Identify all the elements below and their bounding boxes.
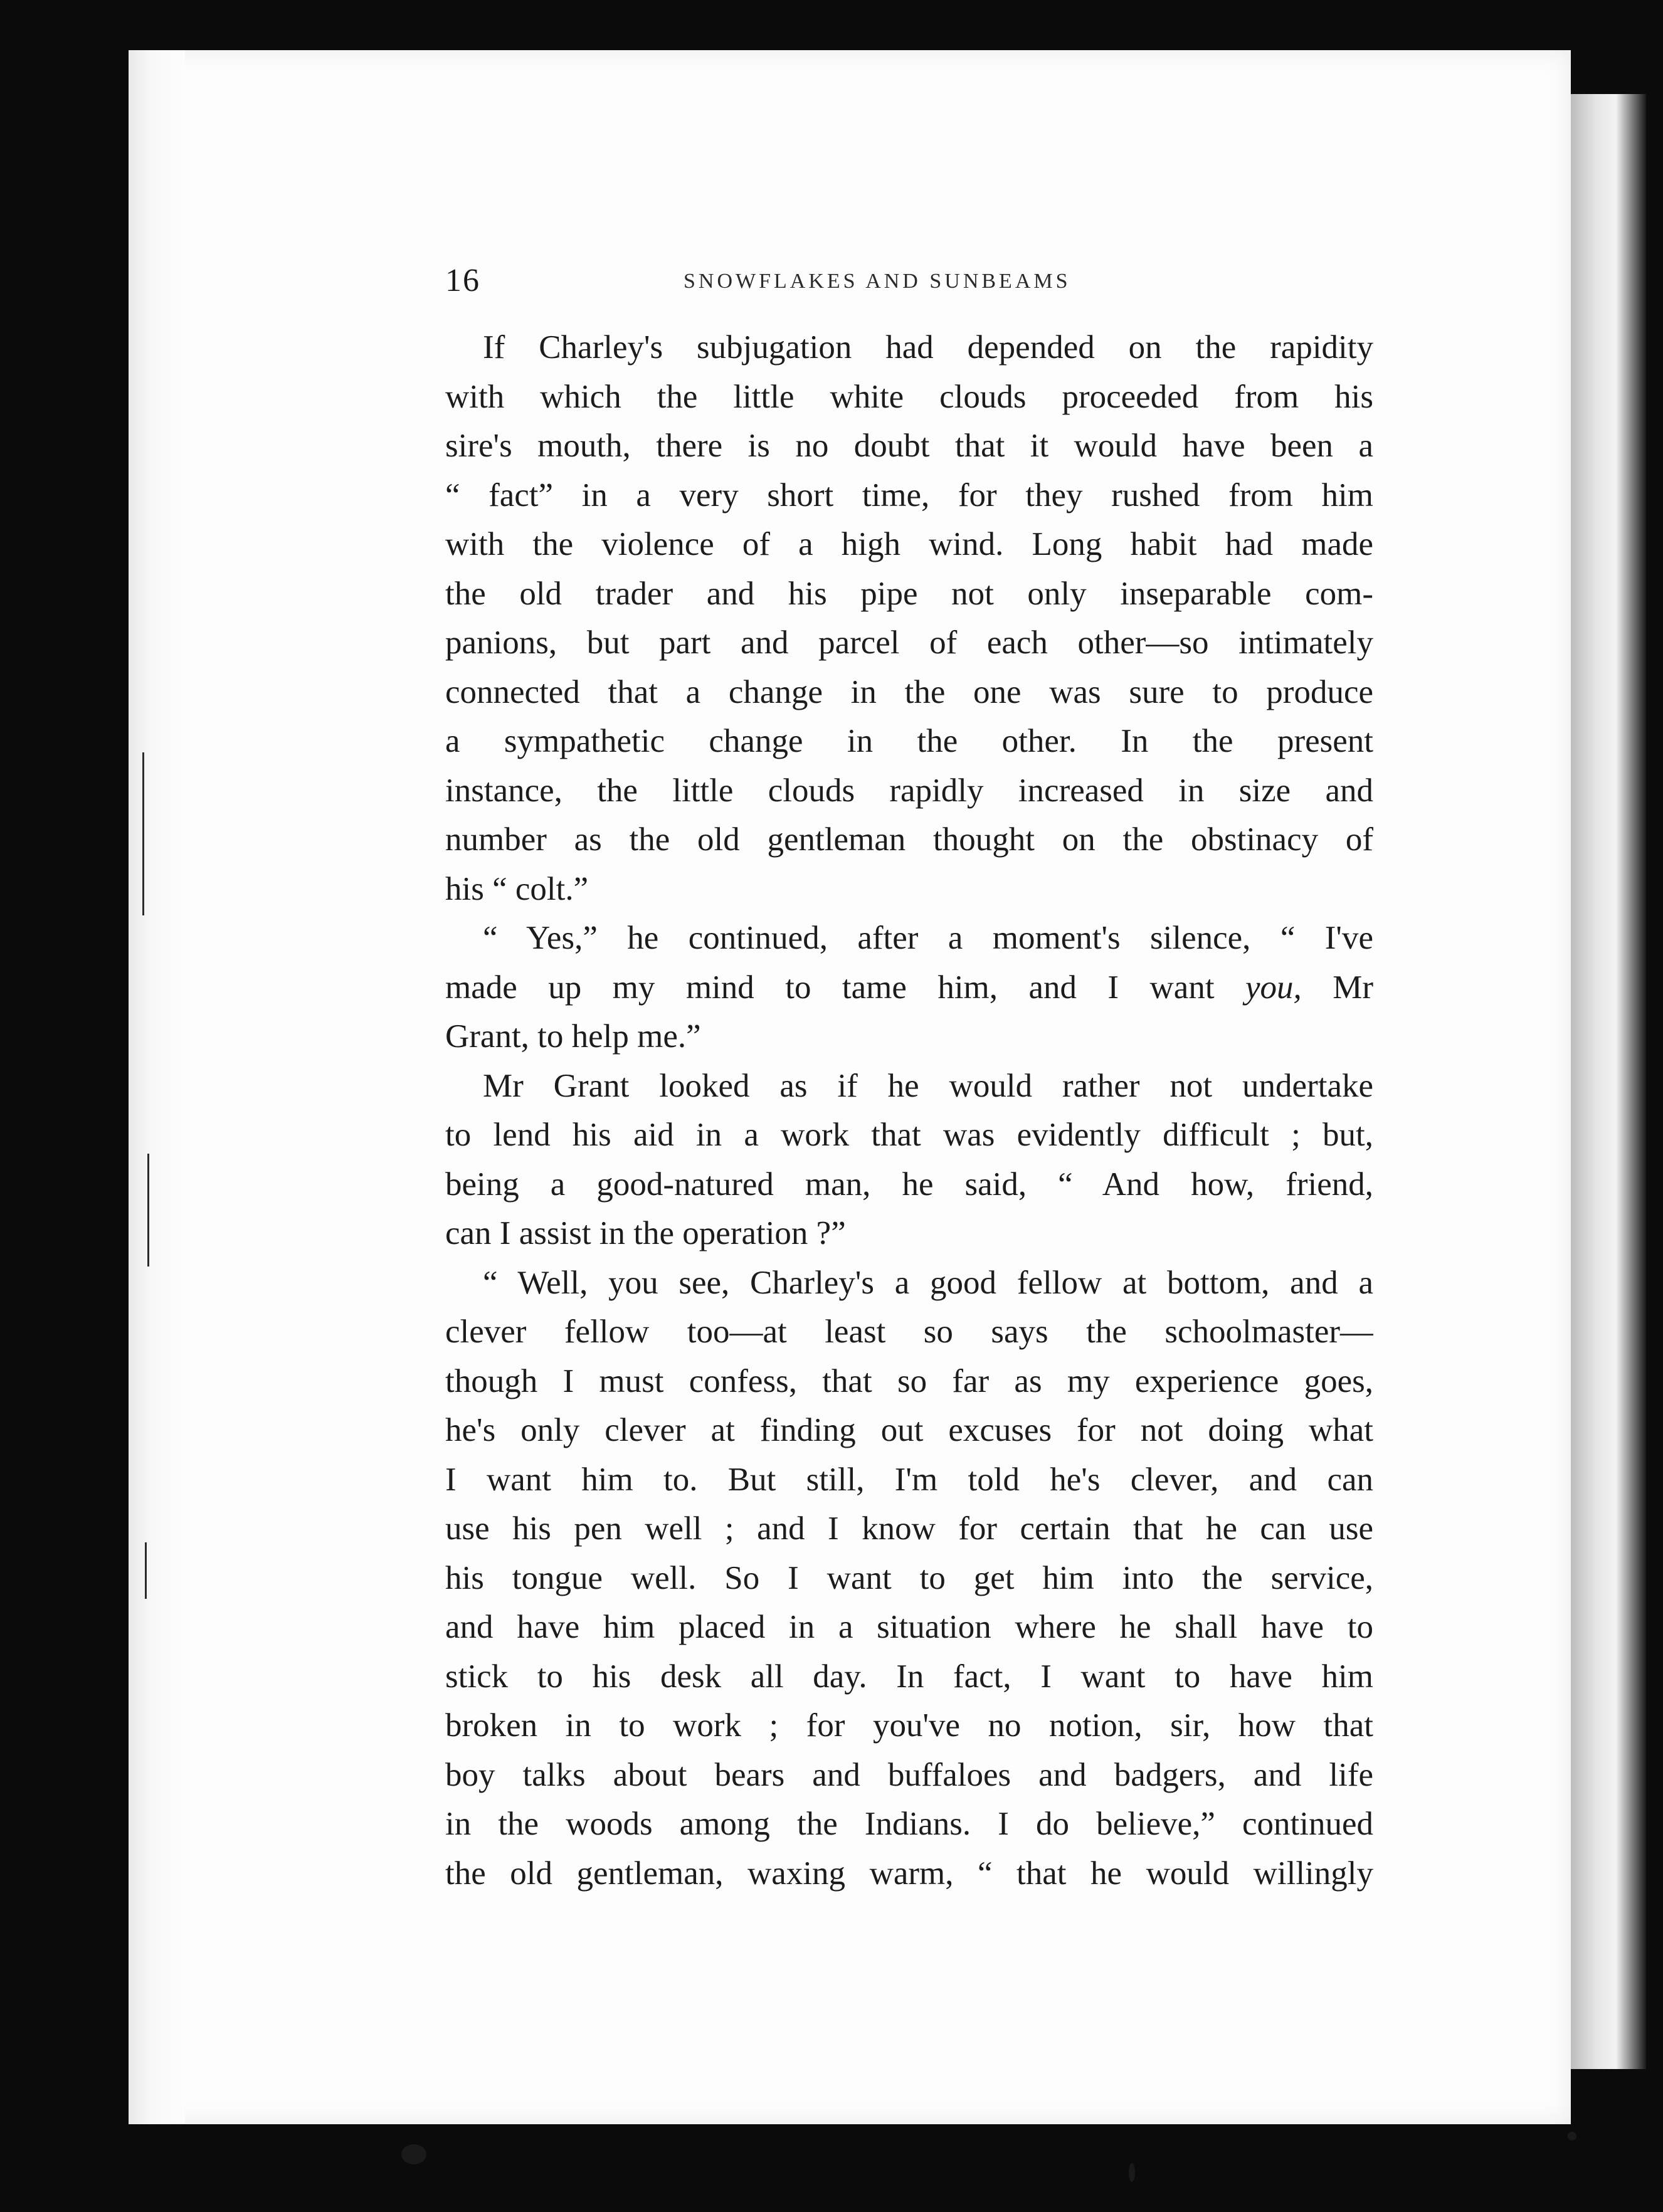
text-line <box>445 963 1373 1013</box>
text-line: though I must confess, that so far as my experience goes, <box>445 1362 1373 1399</box>
text-line: his tongue well. So I want to get him into the service, <box>445 1559 1373 1596</box>
text-line: to lend his aid in a work that was evidently difficult ; but, <box>445 1117 1373 1153</box>
text-line: number as the old gentleman thought on the obstinacy of <box>445 821 1373 858</box>
text-line: “ Yes,” he continued, after a moment's silence, “ I've <box>483 920 1373 956</box>
text-line: “ fact” in a very short time, for they rushed from him <box>445 477 1373 514</box>
text-line: Mr Grant looked as if he would rather not undertake <box>483 1067 1373 1104</box>
text-line: sire's mouth, there is no doubt that it would have been a <box>445 428 1373 464</box>
gutter-mark <box>142 752 144 915</box>
page-number: 16 <box>445 263 480 298</box>
text-line: his “ colt.” <box>445 870 589 907</box>
italic-word: you, <box>1245 969 1302 1006</box>
text-line: he's only clever at finding out excuses for not doing what <box>445 1412 1373 1448</box>
speck <box>1568 2132 1576 2141</box>
text-line: can I assist in the operation ?” <box>445 1215 846 1251</box>
speck <box>401 2144 426 2164</box>
text-line: Grant, to help me.” <box>445 1018 701 1055</box>
text-line: I want him to. But still, I'm told he's clever, and can <box>445 1461 1373 1498</box>
page-gutter <box>129 50 185 2124</box>
text-line: and have him placed in a situation where he shall have to <box>445 1609 1373 1645</box>
gutter-mark <box>145 1542 147 1599</box>
text-line: stick to his desk all day. In fact, I want to have him <box>445 1658 1373 1695</box>
text-line: “ Well, you see, Charley's a good fellow at bottom, and a <box>483 1264 1373 1301</box>
text-span: Mr <box>1333 969 1373 1006</box>
text-line: broken in to work ; for you've no notion, sir, how that <box>445 1707 1373 1744</box>
text-line: boy talks about bears and buffaloes and badgers, and life <box>445 1756 1373 1793</box>
text-line: clever fellow too—at least so says the schoolmaster— <box>445 1314 1373 1350</box>
text-line: instance, the little clouds rapidly increased in size and <box>445 772 1373 809</box>
text-line: the old gentleman, waxing warm, “ that he would willingly <box>445 1855 1373 1892</box>
text-line: with which the little white clouds proceeded from his <box>445 378 1373 415</box>
text-line: in the woods among the Indians. I do believe,” continued <box>445 1806 1373 1842</box>
speck <box>1129 2163 1135 2182</box>
text-line: panions, but part and parcel of each other—so intimately <box>445 624 1373 661</box>
text-line: a sympathetic change in the other. In the present <box>445 723 1373 759</box>
text-line: connected that a change in the one was sure to produce <box>445 673 1373 710</box>
page-header <box>445 262 1373 306</box>
text-line: with the violence of a high wind. Long habit had made <box>445 526 1373 562</box>
page-edge-shadow <box>1571 94 1646 2069</box>
text-line: being a good-natured man, he said, “ And how, friend, <box>445 1166 1373 1203</box>
text-line: If Charley's subjugation had depended on the rapidity <box>483 329 1373 366</box>
gutter-mark <box>147 1154 149 1267</box>
text-span: made up my mind to tame him, and I want <box>445 969 1215 1006</box>
text-line: use his pen well ; and I know for certain that he can use <box>445 1510 1373 1547</box>
running-head: SNOWFLAKES AND SUNBEAMS <box>684 270 1071 293</box>
text-line: the old trader and his pipe not only inseparable com- <box>445 575 1373 612</box>
body-text <box>445 323 1373 1898</box>
